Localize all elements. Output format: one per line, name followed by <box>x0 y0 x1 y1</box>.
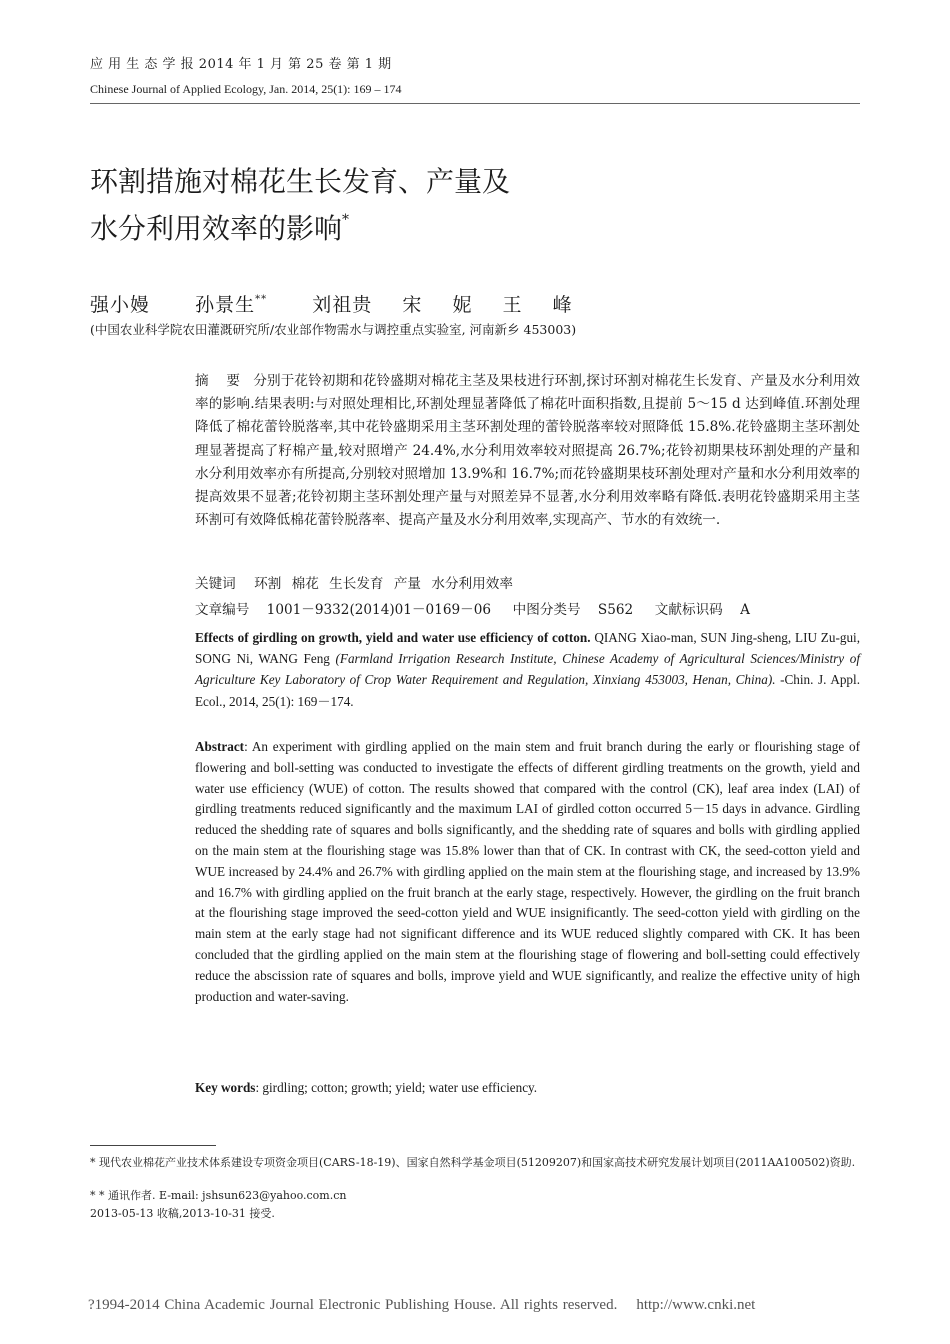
keywords-en-label: Key words <box>195 1080 256 1095</box>
author-2: 孙景生 <box>195 294 256 316</box>
title-line-2: 水分利用效率的影响* <box>90 212 350 245</box>
abstract-en: Abstract: An experiment with girdling applied on the main stem and fruit branch during the early or flourishing stage of flowering and boll-setting was conducted to investigate the effects of different girdling treatments on the growth, yield and water use efficiency (WUE) of cotton. The results showed that compared with the control (CK), leaf area index (LAI) of girdling treatments reduced significantly and the maximum LAI of girdled cotton occurred 5－15 days in advance. Girdling reduced the shedding rate of squares and bolls significantly, and the shedding rate of squares and bolls with girdling applied on the main stem at the flourishing stage was 15.8% lower than that of CK. In contrast with CK, the seed-cotton yield and WUE increased by 24.4% and 26.7% with girdling applied on the main stem at the flourishing stage, and increased by 13.9% and 16.7% with girdling applied on the fruit branch at the early stage, respectively. However, the girdling on the fruit branch at the flourishing stage improved the seed-cotton yield and WUE insignificantly. The seed-cotton yield with girdling on the main stem at the early stage had not significant difference and its WUE reduced slightly compared with CK. It has been concluded that the girdling applied on the main stem at the flourishing stage of flowering and boll-setting could effectively reduce the abscission rate of squares and bolls, improve yield and WUE significantly, and realize the effective unity of high production and water-saving. <box>195 739 861 1004</box>
english-authors: QIANG Xiao-man, SUN Jing-sheng, LIU Zu-gui, SONG Ni, WANG Feng <box>195 630 861 667</box>
english-title-block <box>195 627 860 712</box>
clc-code: S562 <box>597 602 634 618</box>
paper-title <box>90 162 510 248</box>
keywords-cn-label: 关键词 <box>195 576 236 592</box>
keywords-en: Key words: girdling; cotton; growth; yield; water use efficiency. <box>195 1080 538 1095</box>
article-identifiers <box>195 598 750 618</box>
footnote-corresponding: * * 通讯作者. E-mail: jshsun623@yahoo.com.cn <box>90 1189 347 1202</box>
footnote-funding: * 现代农业棉花产业技术体系建设专项资金项目(CARS-18-19)、国家自然科学基金项目(51209207)和国家高技术研究发展计划项目(2011AA100502)资助. <box>90 1156 856 1169</box>
footnote-divider <box>90 1145 216 1146</box>
article-no: 1001－9332(2014)01－0169－06 <box>266 602 492 618</box>
abstract-cn-label: 摘 要 <box>195 373 241 389</box>
header-divider <box>90 103 860 104</box>
abstract-cn-text: 分别于花铃初期和花铃盛期对棉花主茎及果枝进行环割,探讨环割对棉花生长发育、产量及水分利用效率的影响.结果表明:与对照处理相比,环割处理显著降低了棉花叶面积指数,且提前 5～15 d 达到峰值.环割处理降低了棉花蕾铃脱落率,其中花铃盛期采用主茎环割处理的蕾铃脱落率较对照降低 15.8%.花铃盛期主茎环割处理显著提高了籽棉产量,较对照增产 24.4%,水分利用效率较对照提高 26.7%;花铃初期果枝环割处理的产量和水分利用效率亦有所提高,分别较对照增加 13.9%和 16.7%;而花铃盛期果枝环割处理对产量和水分利用效率的提高效果不显著;花铃初期主茎环割处理产量与对照差异不显著,水分利用效率略有降低.表明花铃盛期采用主茎环割可有效降低棉花蕾铃脱落率、提高产量及水分利用效率,实现高产、节水的有效统一. <box>195 373 860 529</box>
title-footnote-mark: * <box>342 212 350 228</box>
clc-label: 中图分类号 <box>512 602 581 618</box>
keyword: 棉花 <box>291 576 319 592</box>
keywords-en-text: girdling; cotton; growth; yield; water use efficiency. <box>262 1080 538 1095</box>
article-no-label: 文章编号 <box>195 602 250 618</box>
author-list <box>90 290 573 317</box>
english-affiliation: (Farmland Irrigation Research Institute, Chinese Academy of Agricultural Sciences/Ministry of Agriculture Key Laboratory of Crop Water Requirement and Regulation, Xinxiang 453003, Henan, China). <box>195 651 861 688</box>
keyword: 水分利用效率 <box>431 576 513 592</box>
journal-header-en: Chinese Journal of Applied Ecology, Jan. 2014, 25(1): 169 – 174 <box>90 82 402 96</box>
english-title: Effects of girdling on growth, yield and water use efficiency of cotton. <box>195 630 591 645</box>
keyword: 产量 <box>393 576 422 592</box>
footnote-dates: 2013-05-13 收稿,2013-10-31 接受. <box>90 1207 275 1220</box>
doc-code-label: 文献标识码 <box>654 602 723 618</box>
abstract-en-label: Abstract <box>195 739 245 754</box>
title-line-1: 环割措施对棉花生长发育、产量及 <box>90 165 511 198</box>
corresponding-mark: ** <box>255 294 268 305</box>
keyword: 生长发育 <box>329 576 384 592</box>
cnki-watermark: ?1994-2014 China Academic Journal Electronic Publishing House. All rights reserved. http://www.cnki.net <box>88 1297 756 1313</box>
affiliation: (中国农业科学院农田灌溉研究所/农业部作物需水与调控重点实验室, 河南新乡 453003) <box>90 322 577 337</box>
doc-code: A <box>740 602 750 618</box>
abstract-en-text: An experiment with girdling applied on the main stem and fruit branch during the early or flourishing stage of flowering and boll-setting was conducted to investigate the effects of different girdling treatments on the growth, yield and water use efficiency (WUE) of cotton. The results showed that compared with the control (CK), leaf area index (LAI) of girdling treatments reduced significantly and the maximum LAI of girdled cotton occurred 5－15 days in advance. Girdling reduced the shedding rate of squares and bolls significantly, and the shedding rate of squares and bolls with girdling applied on the main stem at the flourishing stage was 15.8% lower than that of CK. In contrast with CK, the seed-cotton yield and WUE increased by 24.4% and 26.7% with girdling applied on the main stem at the flourishing stage, and increased by 13.9% and 16.7% with girdling applied on the fruit branch at the early stage, respectively. However, the girdling on the fruit branch at the flourishing stage improved the seed-cotton yield and WUE insignificantly. The seed-cotton yield with girdling on the main stem at the early stage had not significant difference and its WUE reduced slightly compared with CK. It has been concluded that the girdling applied on the main stem at the flourishing stage of flowering and boll-setting could effectively reduce the abscission rate of squares and bolls, improve yield and WUE significantly, and realize the effective unity of high production and water-saving. <box>195 739 861 1004</box>
author-1: 强小嫚 <box>90 294 151 316</box>
author-rest: 刘祖贵 宋 妮 王 峰 <box>312 294 573 316</box>
abstract-cn <box>195 370 860 532</box>
keywords-cn <box>195 572 519 592</box>
english-citation: -Chin. J. Appl. Ecol., 2014, 25(1): 169－174. <box>195 672 860 709</box>
keyword: 环割 <box>254 576 282 592</box>
journal-header-cn: 应 用 生 态 学 报 2014 年 1 月 第 25 卷 第 1 期 <box>90 57 392 72</box>
